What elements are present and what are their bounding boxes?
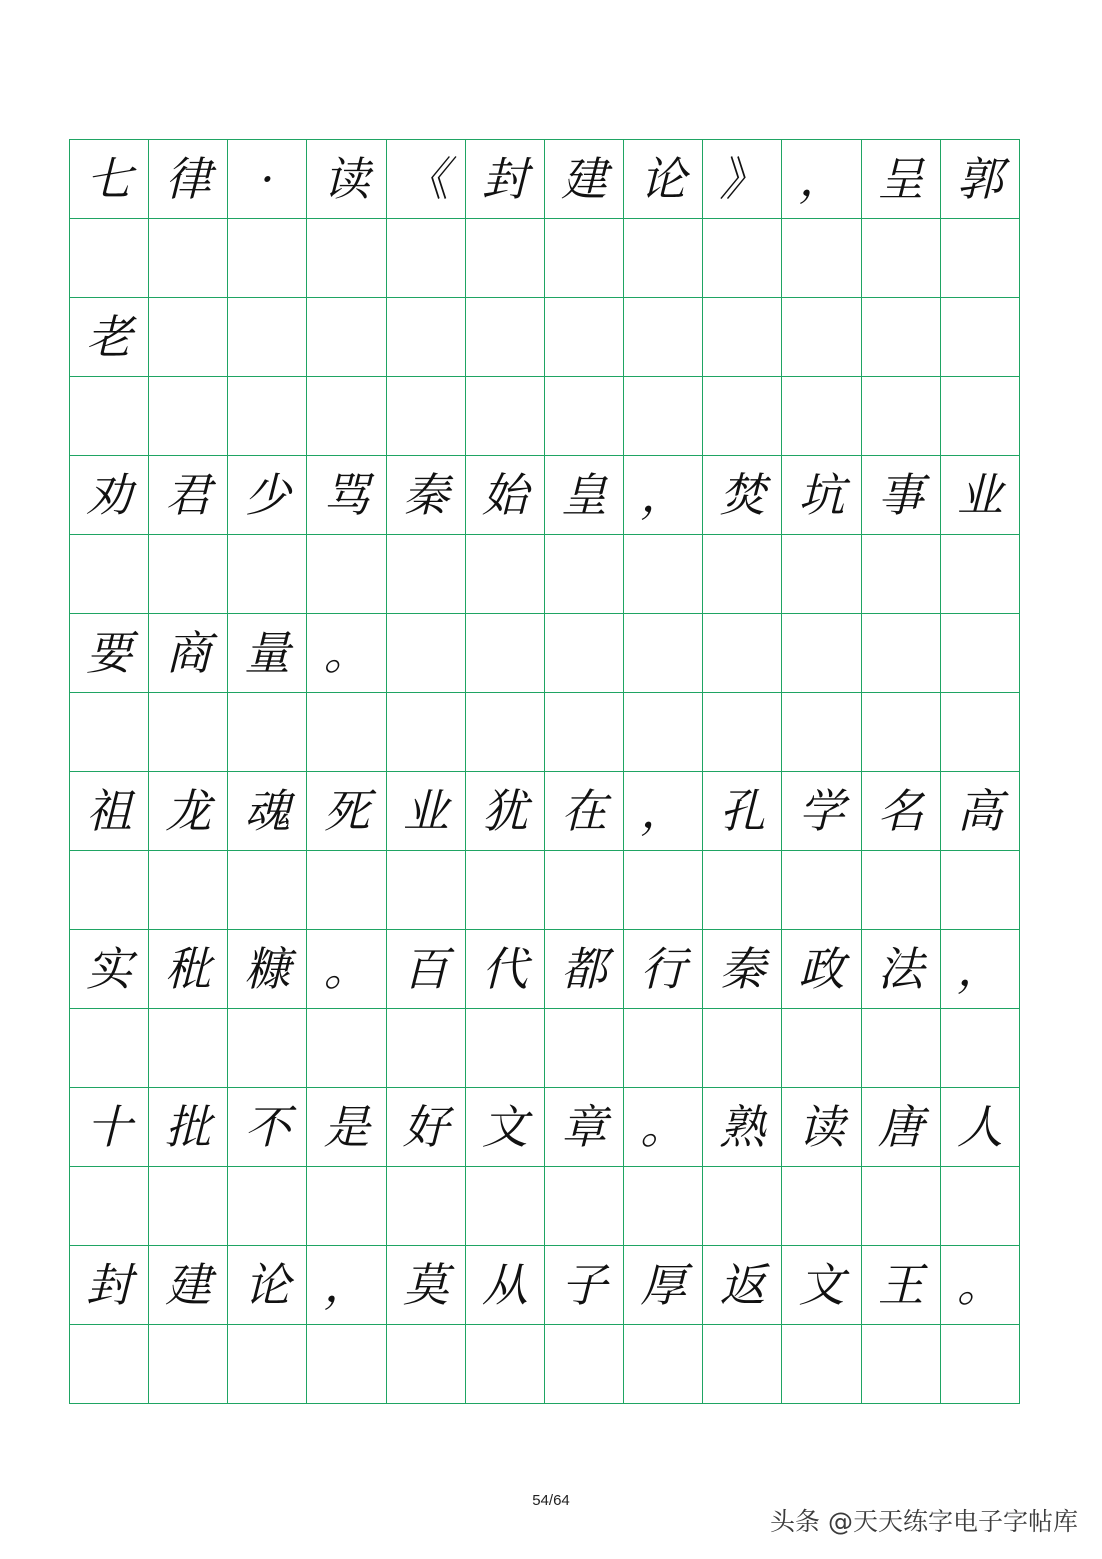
grid-cell-empty (149, 1167, 228, 1246)
grid-cell-character: 孔 (703, 772, 782, 851)
grid-cell-empty (466, 693, 545, 772)
grid-cell-character: 实 (70, 930, 149, 1009)
grid-cell-empty (941, 535, 1020, 614)
grid-cell-empty (862, 535, 941, 614)
grid-cell-character: 读 (307, 140, 386, 219)
grid-cell-empty (862, 298, 941, 377)
grid-cell-character: 学 (782, 772, 861, 851)
grid-cell-empty (862, 219, 941, 298)
grid-cell-character: 郭 (941, 140, 1020, 219)
grid-cell-empty (862, 1167, 941, 1246)
grid-cell-empty (387, 219, 466, 298)
grid-cell-empty (466, 377, 545, 456)
grid-cell-empty (545, 851, 624, 930)
grid-cell-empty (862, 377, 941, 456)
grid-cell-empty (782, 693, 861, 772)
grid-cell-character: 《 (387, 140, 466, 219)
grid-cell-empty (307, 1325, 386, 1404)
grid-cell-empty (387, 1325, 466, 1404)
grid-cell-character: 读 (782, 1088, 861, 1167)
grid-cell-empty (466, 1009, 545, 1088)
grid-cell-character: ， (624, 772, 703, 851)
grid-cell-empty (466, 535, 545, 614)
grid-cell-character: 。 (307, 614, 386, 693)
grid-cell-character: 祖 (70, 772, 149, 851)
grid-cell-empty (941, 851, 1020, 930)
grid-cell-empty (782, 298, 861, 377)
grid-cell-empty (624, 1009, 703, 1088)
grid-cell-character: 建 (545, 140, 624, 219)
grid-cell-character: 政 (782, 930, 861, 1009)
grid-cell-character: 子 (545, 1246, 624, 1325)
grid-cell-empty (782, 1167, 861, 1246)
grid-cell-empty (941, 693, 1020, 772)
copybook-grid (69, 139, 1020, 1404)
grid-cell-character: 业 (941, 456, 1020, 535)
grid-cell-character: 魂 (228, 772, 307, 851)
grid-cell-character: 十 (70, 1088, 149, 1167)
grid-cell-empty (703, 1009, 782, 1088)
grid-cell-empty (703, 851, 782, 930)
grid-cell-character: 焚 (703, 456, 782, 535)
grid-cell-character: 建 (149, 1246, 228, 1325)
grid-cell-character: 要 (70, 614, 149, 693)
grid-cell-character: 高 (941, 772, 1020, 851)
grid-cell-empty (624, 535, 703, 614)
grid-cell-empty (624, 1167, 703, 1246)
grid-cell-character: 名 (862, 772, 941, 851)
grid-cell-character: ， (941, 930, 1020, 1009)
grid-cell-character: 犹 (466, 772, 545, 851)
grid-cell-empty (545, 219, 624, 298)
grid-cell-character: 君 (149, 456, 228, 535)
grid-cell-empty (149, 298, 228, 377)
grid-cell-empty (703, 219, 782, 298)
source-watermark: 头条 @天天练字电子字帖库 (770, 1507, 1078, 1536)
grid-cell-empty (149, 535, 228, 614)
grid-cell-character: 皇 (545, 456, 624, 535)
grid-cell-character: 死 (307, 772, 386, 851)
grid-cell-empty (149, 1325, 228, 1404)
grid-cell-empty (782, 377, 861, 456)
grid-cell-empty (941, 377, 1020, 456)
grid-cell-empty (466, 1325, 545, 1404)
grid-cell-empty (70, 693, 149, 772)
grid-cell-character: ， (307, 1246, 386, 1325)
grid-cell-empty (545, 1167, 624, 1246)
grid-cell-character: 批 (149, 1088, 228, 1167)
grid-cell-empty (307, 298, 386, 377)
grid-cell-character: 行 (624, 930, 703, 1009)
grid-cell-empty (387, 1167, 466, 1246)
grid-cell-character: 骂 (307, 456, 386, 535)
grid-cell-empty (307, 693, 386, 772)
grid-cell-empty (545, 535, 624, 614)
grid-cell-empty (545, 614, 624, 693)
grid-cell-empty (624, 614, 703, 693)
grid-cell-empty (941, 1009, 1020, 1088)
grid-cell-empty (228, 1325, 307, 1404)
grid-cell-empty (624, 377, 703, 456)
grid-cell-empty (782, 851, 861, 930)
grid-cell-empty (149, 851, 228, 930)
grid-cell-character: 王 (862, 1246, 941, 1325)
page-number: 54/64 (532, 1492, 570, 1509)
grid-cell-empty (545, 1009, 624, 1088)
grid-cell-empty (624, 693, 703, 772)
grid-cell-character: 封 (466, 140, 545, 219)
grid-cell-empty (624, 298, 703, 377)
grid-cell-character: 论 (624, 140, 703, 219)
grid-cell-character: 秕 (149, 930, 228, 1009)
grid-cell-empty (466, 298, 545, 377)
grid-cell-empty (545, 298, 624, 377)
grid-cell-empty (466, 219, 545, 298)
grid-cell-empty (624, 851, 703, 930)
grid-cell-character: 好 (387, 1088, 466, 1167)
grid-cell-empty (307, 219, 386, 298)
grid-cell-empty (228, 298, 307, 377)
grid-cell-character: 七 (70, 140, 149, 219)
grid-cell-empty (545, 693, 624, 772)
grid-cell-empty (70, 1009, 149, 1088)
grid-cell-empty (387, 298, 466, 377)
grid-cell-empty (149, 693, 228, 772)
grid-cell-character: 糠 (228, 930, 307, 1009)
grid-cell-character: 章 (545, 1088, 624, 1167)
grid-cell-empty (149, 377, 228, 456)
grid-cell-empty (941, 219, 1020, 298)
grid-cell-empty (545, 377, 624, 456)
grid-cell-character: 劝 (70, 456, 149, 535)
grid-cell-character: 业 (387, 772, 466, 851)
grid-cell-empty (228, 377, 307, 456)
grid-cell-empty (387, 535, 466, 614)
grid-cell-empty (862, 693, 941, 772)
grid-cell-empty (782, 535, 861, 614)
grid-cell-character: 秦 (703, 930, 782, 1009)
grid-cell-character: 。 (307, 930, 386, 1009)
grid-cell-character: 始 (466, 456, 545, 535)
grid-cell-character: 论 (228, 1246, 307, 1325)
grid-cell-empty (228, 219, 307, 298)
grid-cell-character: 律 (149, 140, 228, 219)
grid-cell-empty (307, 535, 386, 614)
grid-cell-empty (466, 614, 545, 693)
grid-cell-empty (307, 851, 386, 930)
grid-cell-empty (70, 1167, 149, 1246)
grid-cell-empty (782, 219, 861, 298)
grid-cell-character: 厚 (624, 1246, 703, 1325)
grid-cell-character: 都 (545, 930, 624, 1009)
grid-cell-character: ， (782, 140, 861, 219)
grid-cell-character: 量 (228, 614, 307, 693)
grid-cell-empty (70, 535, 149, 614)
grid-cell-empty (70, 377, 149, 456)
grid-cell-empty (387, 1009, 466, 1088)
grid-cell-empty (703, 1325, 782, 1404)
grid-cell-character: 代 (466, 930, 545, 1009)
grid-cell-empty (941, 1325, 1020, 1404)
grid-cell-character: 。 (941, 1246, 1020, 1325)
grid-cell-empty (862, 614, 941, 693)
grid-cell-empty (545, 1325, 624, 1404)
grid-cell-empty (862, 1325, 941, 1404)
grid-cell-character: 文 (466, 1088, 545, 1167)
grid-cell-character: 在 (545, 772, 624, 851)
grid-cell-character: 返 (703, 1246, 782, 1325)
grid-cell-character: ， (624, 456, 703, 535)
grid-cell-empty (782, 614, 861, 693)
grid-cell-empty (703, 535, 782, 614)
grid-cell-character: 呈 (862, 140, 941, 219)
grid-cell-empty (703, 614, 782, 693)
grid-cell-character: 人 (941, 1088, 1020, 1167)
grid-cell-character: · (228, 140, 307, 219)
grid-cell-empty (307, 1009, 386, 1088)
grid-cell-empty (149, 219, 228, 298)
grid-cell-empty (782, 1325, 861, 1404)
grid-cell-empty (703, 693, 782, 772)
grid-cell-empty (624, 1325, 703, 1404)
grid-cell-empty (228, 535, 307, 614)
grid-cell-character: 法 (862, 930, 941, 1009)
grid-cell-character: 事 (862, 456, 941, 535)
grid-cell-empty (466, 851, 545, 930)
grid-cell-empty (228, 1009, 307, 1088)
grid-cell-character: 老 (70, 298, 149, 377)
grid-cell-character: 熟 (703, 1088, 782, 1167)
grid-cell-character: 百 (387, 930, 466, 1009)
grid-cell-empty (228, 1167, 307, 1246)
grid-cell-empty (862, 1009, 941, 1088)
grid-cell-character: 》 (703, 140, 782, 219)
grid-cell-empty (466, 1167, 545, 1246)
grid-cell-empty (387, 614, 466, 693)
grid-cell-empty (387, 377, 466, 456)
grid-cell-empty (149, 1009, 228, 1088)
grid-cell-empty (307, 377, 386, 456)
grid-cell-character: 唐 (862, 1088, 941, 1167)
grid-cell-character: 少 (228, 456, 307, 535)
grid-cell-character: 龙 (149, 772, 228, 851)
grid-cell-character: 不 (228, 1088, 307, 1167)
grid-cell-empty (703, 1167, 782, 1246)
grid-cell-empty (307, 1167, 386, 1246)
grid-cell-character: 坑 (782, 456, 861, 535)
grid-cell-character: 文 (782, 1246, 861, 1325)
grid-cell-empty (70, 219, 149, 298)
grid-cell-character: 莫 (387, 1246, 466, 1325)
grid-cell-character: 封 (70, 1246, 149, 1325)
grid-cell-empty (782, 1009, 861, 1088)
grid-cell-empty (228, 693, 307, 772)
grid-cell-empty (387, 851, 466, 930)
grid-cell-character: 。 (624, 1088, 703, 1167)
grid-cell-character: 商 (149, 614, 228, 693)
grid-cell-empty (387, 693, 466, 772)
grid-cell-empty (941, 614, 1020, 693)
grid-cell-empty (228, 851, 307, 930)
grid-cell-empty (703, 377, 782, 456)
grid-cell-character: 从 (466, 1246, 545, 1325)
grid-cell-empty (703, 298, 782, 377)
grid-cell-empty (624, 219, 703, 298)
grid-cell-empty (70, 1325, 149, 1404)
grid-cell-empty (862, 851, 941, 930)
grid-cell-empty (70, 851, 149, 930)
grid-cell-empty (941, 1167, 1020, 1246)
grid-cell-character: 秦 (387, 456, 466, 535)
grid-cell-character: 是 (307, 1088, 386, 1167)
grid-cell-empty (941, 298, 1020, 377)
